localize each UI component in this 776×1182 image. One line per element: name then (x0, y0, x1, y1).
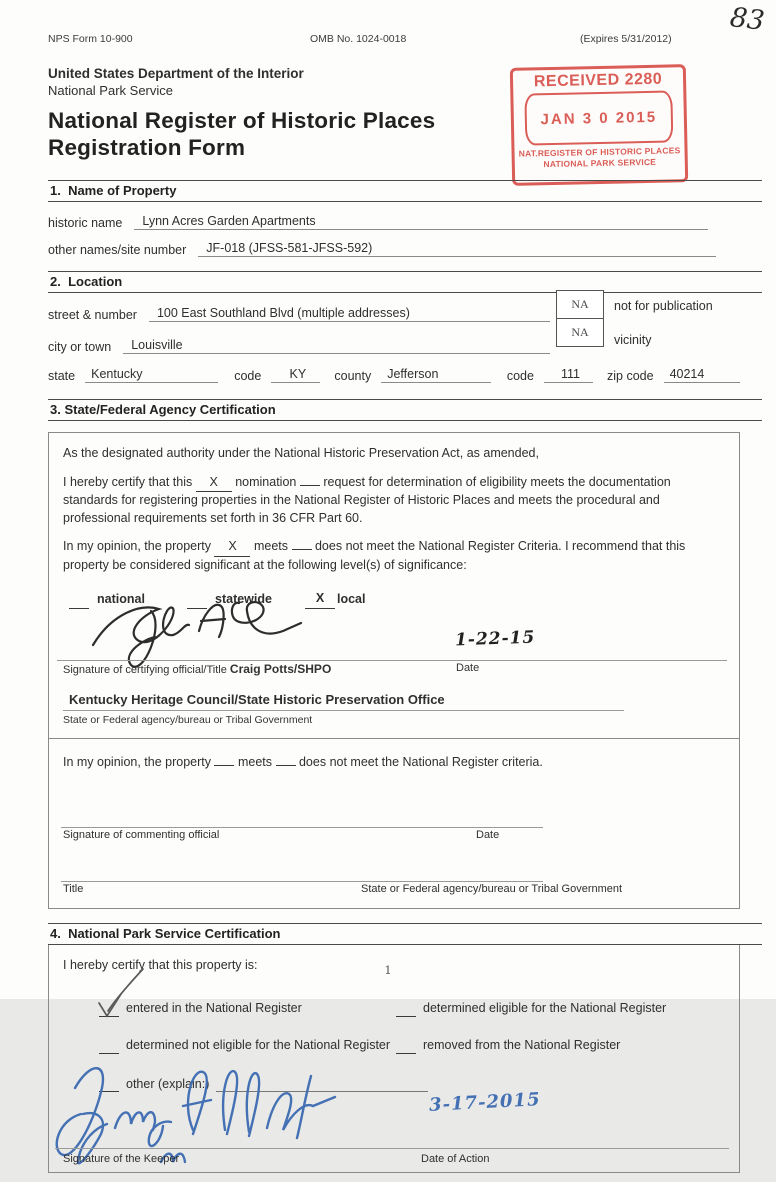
section-3-heading: 3. State/Federal Agency Certification (48, 399, 762, 421)
org-label-2: State or Federal agency/bureau or Tribal Government (361, 883, 623, 896)
zip-value: 40214 (664, 367, 740, 383)
blank-line (292, 536, 312, 550)
agency-name: National Park Service (48, 82, 173, 98)
certifying-signature-label: Signature of certifying official/Title (63, 664, 227, 677)
blank-line (276, 752, 296, 766)
stamp-date: JAN 3 0 2015 (540, 108, 658, 128)
form-title-line1: National Register of Historic Places (48, 108, 436, 133)
title-label: Title (63, 883, 84, 896)
zip-label: zip code (607, 369, 654, 383)
form-title (48, 107, 435, 161)
blank-line (99, 1078, 119, 1092)
nomination-label: nomination (235, 474, 297, 489)
option-other: other (explain:) (63, 1076, 725, 1093)
form-title-line2: Registration Form (48, 135, 246, 160)
state-row (48, 367, 740, 383)
form-number: NPS Form 10-900 (48, 33, 133, 45)
county-value: Jefferson (381, 367, 491, 383)
certify-pre: I hereby certify that this (63, 474, 193, 489)
stamp-footer-line2: NATIONAL PARK SERVICE (543, 156, 657, 170)
opinion-pre: In my opinion, the property (63, 539, 211, 553)
blank-line (396, 1003, 416, 1017)
state-code-label: code (234, 369, 262, 383)
section-2 (48, 271, 740, 383)
blank-line (99, 1040, 119, 1054)
other-explain-line (216, 1078, 428, 1092)
certifying-date-handwritten: 1-22-15 (454, 627, 536, 650)
certify-paragraph (63, 472, 725, 528)
agency-header (48, 66, 304, 99)
option-determined-not-eligible: determined not eligible for the National Register (63, 1037, 396, 1054)
option-row-1 (63, 1000, 725, 1017)
vicinity-label: vicinity (614, 333, 652, 347)
level-national: national (97, 592, 145, 606)
omb-number: OMB No. 1024-0018 (310, 33, 407, 45)
blank-line (396, 1040, 416, 1054)
org-value: Kentucky Heritage Council/State Historic Preservation Office (63, 691, 624, 711)
stamp-date-box (524, 90, 673, 145)
section-1-heading: 1. Name of Property (48, 180, 762, 202)
commenting-opinion-post: does not meet the National Register criteria. (298, 755, 543, 770)
keeper-signature-line (55, 1148, 729, 1149)
historic-name-value: Lynn Acres Garden Apartments (134, 214, 708, 230)
certify-post: request for determination of eligibility meets the documentation standards for registering properties in the National Register of Historic Places and meets the procedural and professional requirements set forth in 36 CFR Part 60. (63, 474, 671, 525)
section-2-heading: 2. Location (48, 271, 762, 293)
stamp-footer-line1: NAT.REGISTER OF HISTORIC PLACES (518, 145, 681, 159)
not-for-publication-label: not for publication (614, 299, 713, 313)
title-row-area (63, 852, 725, 898)
blank-line (300, 472, 320, 486)
keeper-date-handwritten: 3-17-2015 (428, 1089, 542, 1117)
nps-certify-label: I hereby certify that this property is: (63, 957, 258, 972)
county-code-label: code (506, 369, 534, 383)
commenting-opinion-pre: In my opinion, the property (63, 755, 211, 770)
historic-name-label: historic name (48, 216, 123, 230)
state-value: Kentucky (85, 367, 218, 383)
level-statewide: statewide (215, 592, 272, 606)
city-value: Louisville (123, 338, 550, 354)
commenting-opinion-paragraph (63, 752, 725, 772)
county-label: county (334, 369, 372, 383)
commenting-signature-area (63, 792, 725, 844)
na-box-vicinity: NA (556, 318, 604, 347)
commenting-signature-label: Signature of commenting official (63, 829, 220, 842)
keeper-signature-label: Signature of the Keeper (63, 1152, 180, 1165)
received-stamp (510, 64, 688, 186)
level-local: local (337, 592, 366, 606)
box-divider (49, 738, 739, 739)
nps-certification-box (48, 945, 740, 1174)
certifying-signature-area (63, 615, 725, 679)
state-code-value: KY (271, 367, 320, 383)
handwritten-page-mark: 83 (727, 2, 766, 37)
meets-x-mark: X (214, 538, 250, 557)
expires-note: (Expires 5/31/2012) (580, 33, 672, 45)
commenting-date-label: Date (476, 829, 500, 842)
form-meta-row (48, 33, 762, 49)
state-certification-box (48, 432, 740, 909)
city-label: city or town (48, 340, 112, 354)
commenting-meets-label: meets (237, 755, 273, 770)
certifying-date-label: Date (456, 662, 480, 675)
level-local-x-mark: X (305, 590, 335, 609)
certifying-official-signature (81, 593, 311, 665)
org-label: State or Federal agency/bureau or Tribal Government (63, 713, 313, 726)
other-names-label: other names/site number (48, 243, 187, 257)
na-box-publication: NA (556, 290, 604, 319)
street-value: 100 East Southland Blvd (multiple addresses) (149, 306, 550, 322)
street-label: street & number (48, 308, 137, 322)
stamp-footer (514, 145, 684, 171)
opinion-paragraph (63, 536, 725, 574)
option-entered: entered in the National Register (63, 1000, 396, 1017)
blank-line (214, 752, 234, 766)
page-number: 1 (384, 963, 392, 977)
opinion-post: does not meet the National Register Criteria. I recommend that this property be considered significant at the following level(s) of significance: (63, 539, 686, 572)
authority-paragraph: As the designated authority under the National Historic Preservation Act, as amended, (63, 446, 539, 460)
other-names-row (48, 241, 740, 257)
county-code-value: 111 (544, 367, 593, 383)
state-label: state (48, 369, 76, 383)
keeper-signature-area (63, 1089, 725, 1166)
other-names-value: JF-018 (JFSS-581-JFSS-592) (198, 241, 716, 257)
option-row-2 (63, 1037, 725, 1054)
date-of-action-label: Date of Action (421, 1152, 490, 1165)
meets-label: meets (253, 539, 289, 553)
section-4-heading: 4. National Park Service Certification (48, 923, 762, 945)
nomination-x-mark: X (196, 474, 232, 493)
stamp-received-text: RECEIVED 2280 (533, 70, 663, 91)
department-name: United States Department of the Interior (48, 66, 304, 81)
org-row (63, 691, 725, 728)
historic-name-row (48, 214, 740, 230)
option-removed: removed from the National Register (396, 1037, 620, 1054)
certifying-signatory-name: Craig Potts/SHPO (229, 662, 332, 677)
option-determined-eligible: determined eligible for the National Register (396, 1000, 666, 1017)
